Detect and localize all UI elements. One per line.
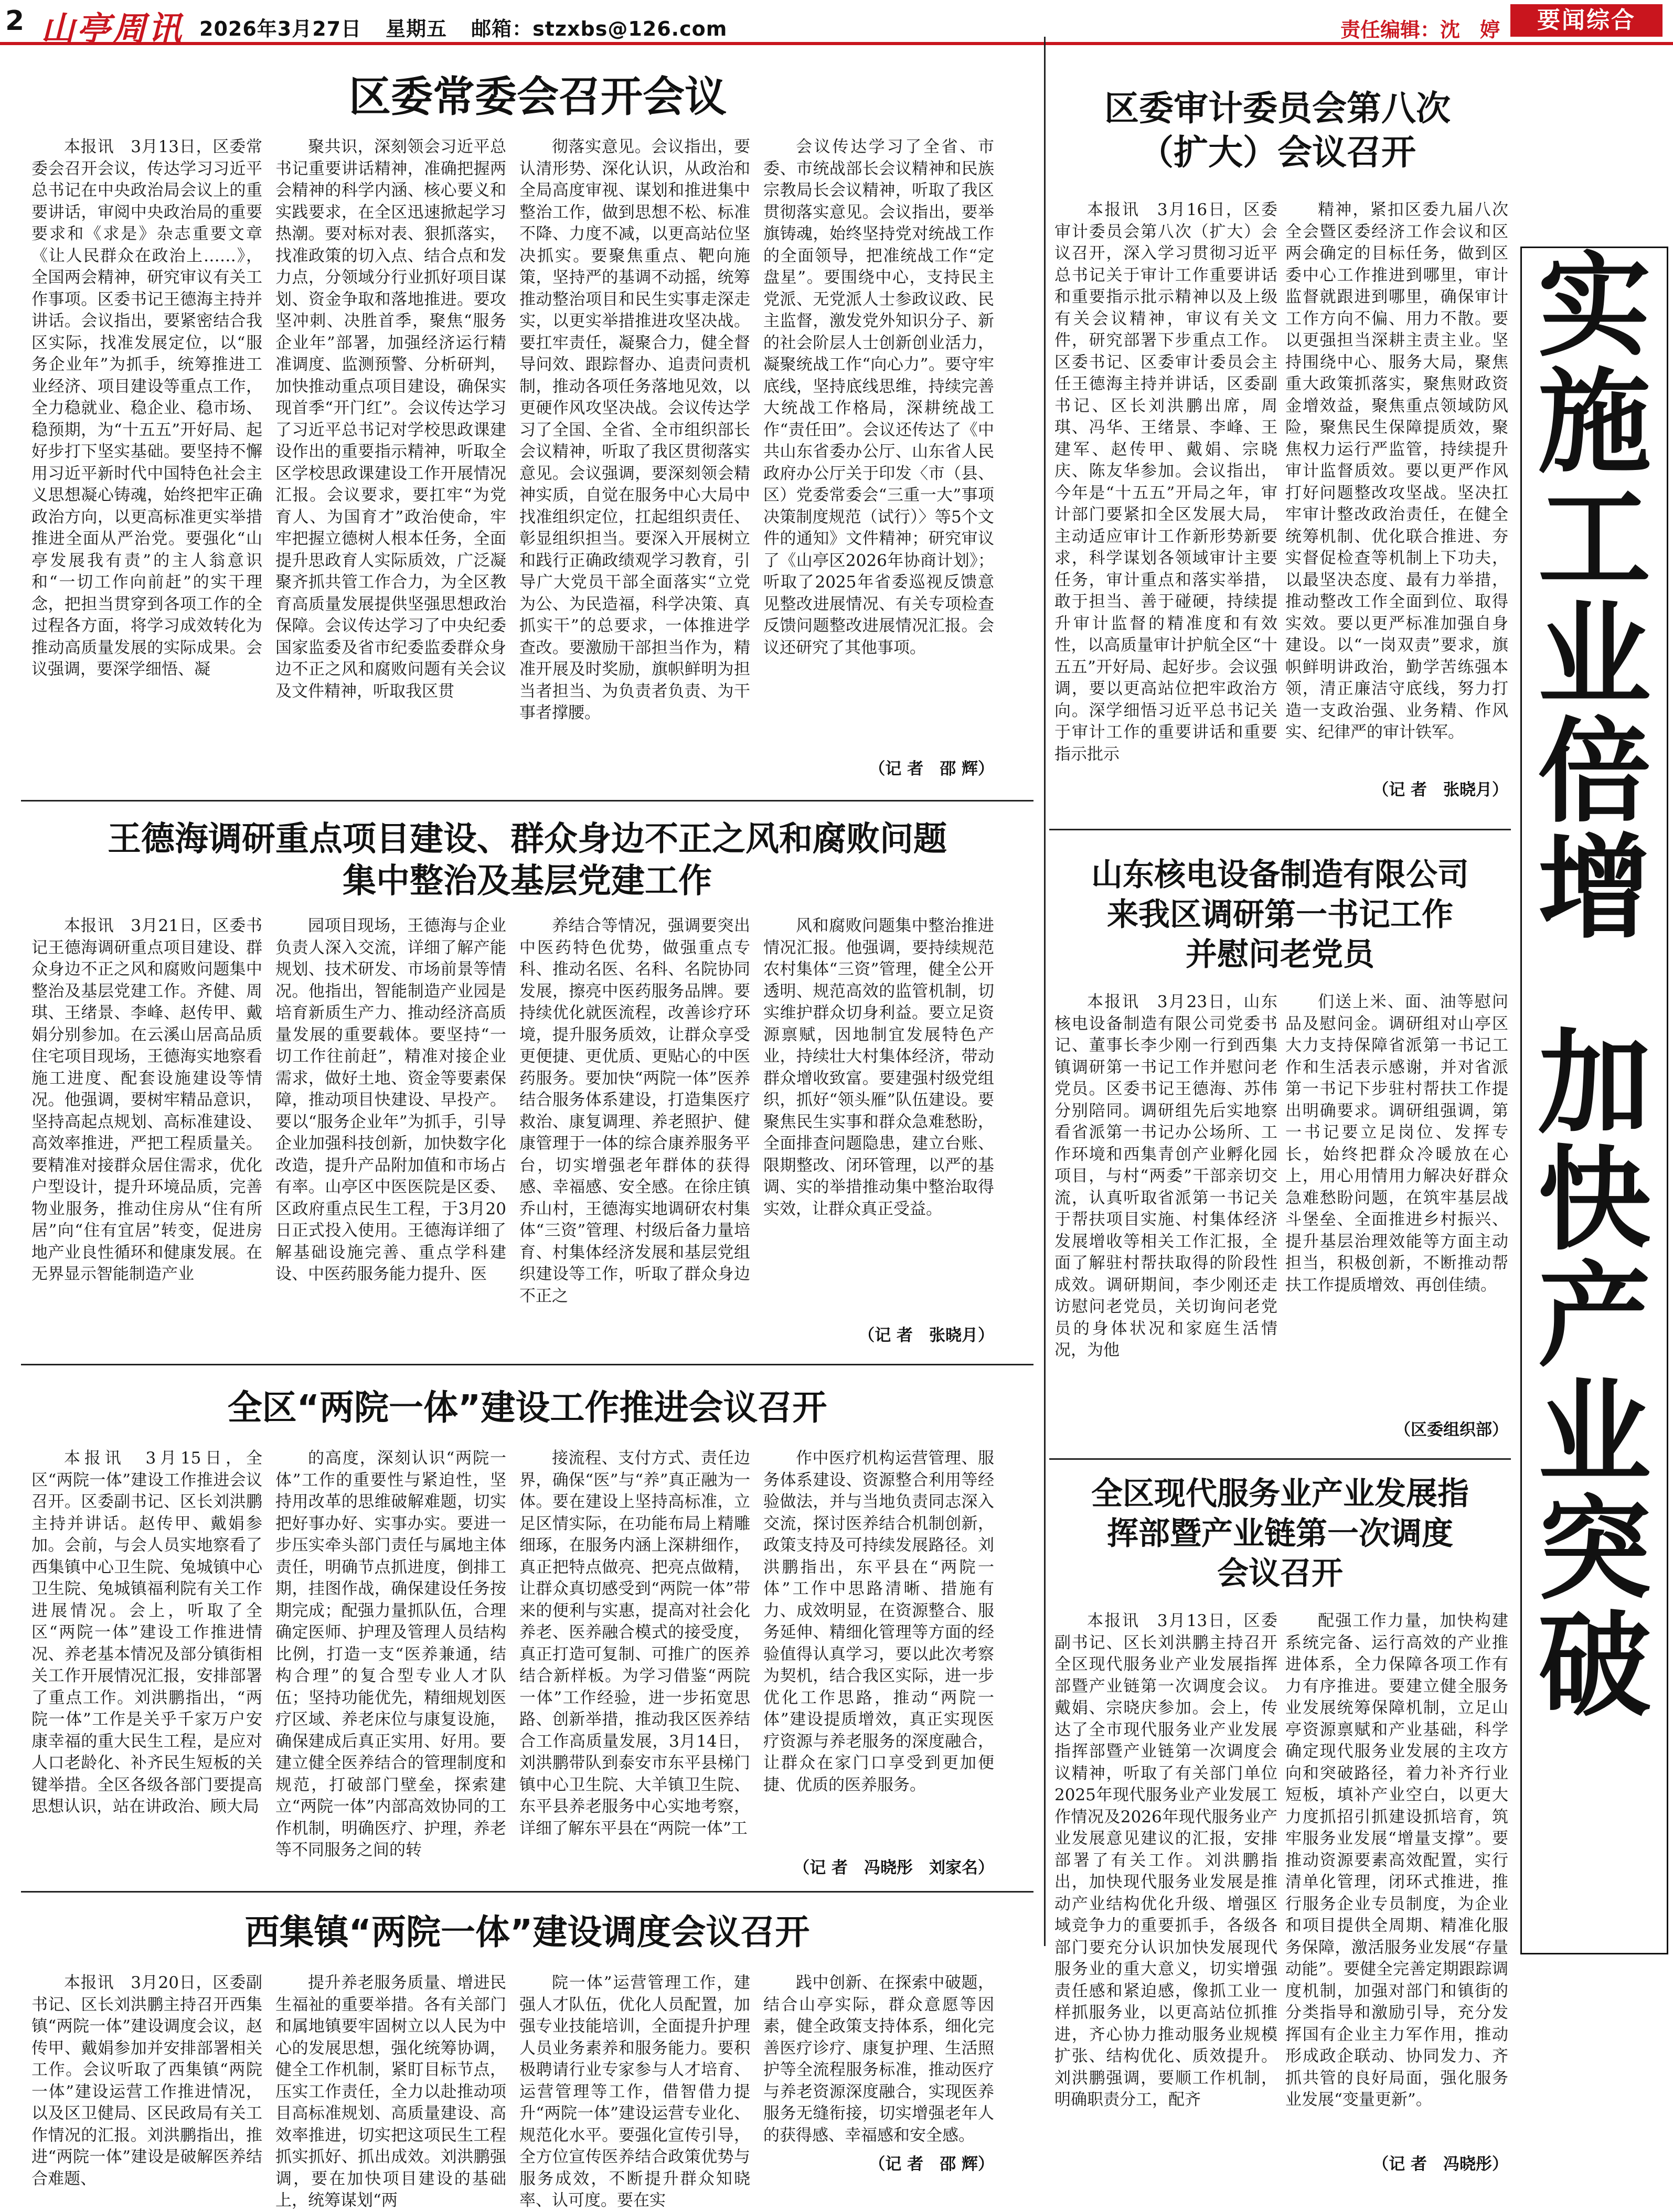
article-3-column: 风和腐败问题集中整治推进情况汇报。他强调，要持续规范农村集体“三资”管理，健全公开透明、规范高效的监管机制，切实维护群众切身利益。要立足资源禀赋，因地制宜发展特色产业，持续壮大村集体经济，带动群众增收致富。要建强村级党组织，抓好“领头雁”队伍建设。要聚焦民生实事和群众急难愁盼，全面排查问题隐患，建立台账、限期整改、闭环管理，以严的基调、实的举措推动集中整治取得实效，让群众真正受益。 (763, 916, 994, 1219)
article-5-byline: （记 者 冯晓彤 刘家名） (793, 1858, 994, 1877)
banner-char: 业 (1538, 1367, 1651, 1499)
banner-char: 快 (1538, 1134, 1651, 1266)
divider (1049, 1458, 1511, 1460)
contact-email: 邮箱：stzxbs@126.com (471, 17, 728, 40)
article-7-headline: 全区现代服务业产业发展指 挥部暨产业链第一次调度 会议召开 (1091, 1476, 1469, 1592)
article-6-byline: （记 者 邵 辉） (869, 2155, 994, 2174)
banner-char: 产 (1538, 1251, 1651, 1382)
banner-char: 加 (1538, 1018, 1651, 1149)
article-7-column: 本报讯 3月13日，区委副书记、区长刘洪鹏主持召开全区现代服务业产业发展指挥部暨产业链第一次调度会议。戴娟、宗晓庆参加。会上，传达了全市现代服务业产业发展指挥部暨产业链第一次调度会议精神，听取了有关部门单位2025年现代服务业产业发展工作情况及2026年现代服务业产业发展意见建议的汇报，安排部署了有关工作。刘洪鹏指出，加快现代服务业发展是推动产业结构优化升级、增强区域竞争力的重要抓手，各级各部门要充分认识加快发展现代服务业的重大意义，切实增强责任感和紧迫感，像抓工业一样抓服务业，以更高站位抓推进，齐心协力推动服务业规模扩张、结构优化、质效提升。刘洪鹏强调，要顺工作机制，明确职责分工，配齐 (1054, 1611, 1277, 2109)
article-5-headline: 全区“两院一体”建设工作推进会议召开 (227, 1387, 827, 1428)
article-6-column: 提升养老服务质量、增进民生福祉的重要举措。各有关部门和属地镇要牢固树立以人民为中心的发展思想，强化统筹协调，健全工作机制，紧盯目标节点，压实工作责任，全力以赴推动项目高标准规划、高质量建设、高效率推进，切实把这项民生工程抓实抓好、抓出成效。刘洪鹏强调，要在加快项目建设的基础上，统筹谋划“两 (275, 1973, 506, 2210)
banner-char: 增 (1538, 822, 1651, 954)
article-4-column: 们送上米、面、油等慰问品及慰问金。调研组对山亭区大力支持保障省派第一书记工作和生活表示感谢，并对省派第一书记下步驻村帮扶工作提出明确要求。调研组强调，第一书记要立足岗位、发挥专长，始终把群众冷暖放在心上，用心用情用力解决好群众急难愁盼问题，在筑牢基层战斗堡垒、全面推进乡村振兴、提升基层治理效能等方面主动担当，积极创新，不断推动帮扶工作提质增效、再创佳绩。 (1285, 992, 1508, 1295)
banner-char: 实 (1538, 240, 1651, 372)
responsible-editor: 责任编辑：沈 婷 (1340, 18, 1500, 41)
article-4-column: 本报讯 3月23日，山东核电设备制造有限公司党委书记、董事长李少刚一行到西集镇调研第一书记工作并慰问老党员。区委书记王德海、苏伟分别陪同。调研组先后实地察看省派第一书记办公场所、工作环境和西集青创产业孵化园项目，与村“两委”干部亲切交流，认真听取省派第一书记关于帮扶项目实施、村集体经济发展增收等相关工作汇报，全面了解驻村帮扶取得的阶段性成效。调研期间，李少刚还走访慰问老党员，关切询问老党员的身体状况和家庭生活情况，为他 (1054, 992, 1277, 1360)
article-3-column: 养结合等情况，强调要突出中医药特色优势，做强重点专科、推动名医、名科、名院协同发展，擦亮中医药服务品牌。要持续优化就医流程，改善诊疗环境，提升服务质效，让群众享受更便捷、更优质、更贴心的中医药服务。要加快“两院一体”医养结合服务体系建设，打造集医疗救治、康复调理、养老照护、健康管理于一体的综合康养服务平台，切实增强老年群体的获得感、幸福感、安全感。在徐庄镇乔山村，王德海实地调研农村集体“三资”管理、村级后备力量培育、村集体经济发展和基层党组织建设等工作，听取了群众身边不正之 (519, 916, 750, 1306)
article-5-column: 本报讯 3月15日，全区“两院一体”建设工作推进会议召开。区委副书记、区长刘洪鹏主持并讲话。赵传甲、戴娟参加。会前，与会人员实地察看了西集镇中心卫生院、兔城镇中心卫生院、兔城镇福利院有关工作进展情况。会上，听取了全区“两院一体”建设工作推进情况、养老基本情况及部分镇街相关工作开展情况汇报，安排部署了重点工作。刘洪鹏指出，“两院一体”工作是关乎千家万户安康幸福的重大民生工程，是应对人口老龄化、补齐民生短板的关键举措。全区各级各部门要提高思想认识，站在讲政治、顾大局 (31, 1449, 262, 1816)
banner-char: 突 (1538, 1483, 1651, 1615)
article-3-column: 园项目现场，王德海与企业负责人深入交流，详细了解产能规划、技术研发、市场前景等情况。他指出，智能制造产业园是培育新质生产力、推动经济高质量发展的重要载体。要坚持“一切工作往前赶”，精准对接企业需求，做好土地、资金等要素保障，推动项目快建设、早投产。要以“服务企业年”为抓手，引导企业加强科技创新，加快数字化改造，提升产品附加值和市场占有率。山亭区中医医院是区委、区政府重点民生工程，于3月20日正式投入使用。王德海详细了解基础设施完善、重点学科建设、中医药服务能力提升、医 (275, 916, 506, 1284)
section-name: 要闻综合 (1510, 4, 1663, 37)
article-3-column: 本报讯 3月21日，区委书记王德海调研重点项目建设、群众身边不正之风和腐败问题集中整治及基层党建工作。齐健、周琪、王绪景、李峰、赵传甲、戴娟分别参加。在云溪山居高品质住宅项目现场，王德海实地察看施工进度、配套设施建设等情况。他强调，要树牢精品意识，坚持高起点规划、高标准建设、高效率推进，严把工程质量关。要精准对接群众居住需求，优化户型设计，提升环境品质，完善物业服务，推动住房从“住有所居”向“住有宜居”转变，促进房地产业良性循环和健康发展。在无界显示智能制造产业 (31, 916, 262, 1284)
article-7-byline: （记 者 冯晓彤） (1372, 2155, 1508, 2174)
article-2-headline: 区委审计委员会第八次 （扩大）会议召开 (1104, 88, 1451, 173)
article-2-column: 本报讯 3月16日，区委审计委员会第八次（扩大）会议召开，深入学习贯彻习近平总书记关于审计工作重要讲话和重要指示批示精神以及上级有关会议精神，审议有关文件，研究部署下步重点工作。区委书记、区委审计委员会主任王德海主持并讲话，区委副书记、区长刘洪鹏出席，周琪、冯华、王绪景、李峰、王建军、赵传甲、戴娟、宗晓庆、陈友华参加。会议指出，今年是“十五五”开局之年，审计部门要紧扣全区发展大局，主动适应审计工作新形势新要求，科学谋划各领域审计主要任务，审计重点和落实举措，敢于担当、善于碰硬，持续提升审计监督的精准度和有效性，以高质量审计护航全区“十五五”开好局、起好步。会议强调，要以更高站位把牢政治方向。深学细悟习近平总书记关于审计工作的重要讲话和重要指示批示 (1054, 200, 1277, 764)
article-6-column: 本报讯 3月20日，区委副书记、区长刘洪鹏主持召开西集镇“两院一体”建设调度会议，赵传甲、戴娟参加并安排部署相关工作。会议听取了西集镇“两院一体”建设运营工作推进情况，以及区卫健局、区民政局有关工作情况的汇报。刘洪鹏指出，推进“两院一体”建设是破解医养结合难题、 (31, 1973, 262, 2188)
banner-char: 业 (1538, 590, 1651, 721)
banner-char: 工 (1538, 473, 1651, 605)
banner-char: 施 (1538, 357, 1651, 488)
article-1-byline: （记 者 邵 辉） (869, 760, 994, 778)
article-1-column: 会议传达学习了全省、市委、市统战部长会议精神和民族宗教局长会议精神，听取了我区贯彻落实意见。会议指出，要举旗铸魂，始终坚持党对统战工作的全面领导，把准统战工作“定盘星”。要围绕中心，支持民主党派、无党派人士参政议政、民主监督，激发党外知识分子、新的社会阶层人士创新创业活力，凝聚统战工作“向心力”。要守牢底线，坚持底线思维，持续完善大统战工作格局，深耕统战工作“责任田”。会议还传达了《中共山东省委办公厅、山东省人民政府办公厅关于印发〈市（县、区）党委常委会“三重一大”事项决策制度规范（试行）〉等5个文件的通知》文件精神；研究审议了《山亭区2026年协商计划》；听取了2025年省委巡视反馈意见整改进展情况、有关专项检查反馈问题整改进展情况汇报。会议还研究了其他事项。 (763, 137, 994, 657)
article-1-column: 聚共识，深刻领会习近平总书记重要讲话精神，准确把握两会精神的科学内涵、核心要义和实践要求，在全区迅速掀起学习热潮。要对标对表、狠抓落实，找准政策的切入点、结合点和发力点，分领域分行业抓好项目谋划、资金争取和落地推进。要攻坚冲刺、决胜首季，聚焦“服务企业年”部署，加强经济运行精准调度、监测预警、分析研判，加快推动重点项目建设，确保实现首季“开门红”。会议传达学习了习近平总书记对学校思政课建设作出的重要指示精神，听取全区学校思政课建设工作开展情况汇报。会议要求，要扛牢“为党育人、为国育才”政治使命，牢牢把握立德树人根本任务，全面提升思政育人实际质效，广泛凝聚齐抓共管工作合力，为全区教育高质量发展提供坚强思想政治保障。会议传达学习了中央纪委国家监委及省市纪委监委群众身边不正之风和腐败问题有关会议及文件精神，听取我区贯 (275, 137, 506, 701)
article-2-column: 精神，紧扣区委九届八次全会暨区委经济工作会议和区两会确定的目标任务，做到区委中心工作推进到哪里，审计监督就跟进到哪里，确保审计工作方向不偏、用力不散。要以更强担当深耕主责主业。坚持围绕中心、服务大局，聚焦重大政策抓落实，聚焦财政资金增效益，聚焦重点领域防风险，聚焦民生保障提质效，聚焦权力运行严监管，持续提升审计监督质效。要以更严作风打好问题整改攻坚战。坚决扛牢审计整改政治责任，在健全统筹机制、优化联合推进、夯实督促检查等机制上下功夫，以最坚决态度、最有力举措，推动整改工作全面到位、取得实效。要以更严标准加强自身建设。以“一岗双责”要求，旗帜鲜明讲政治，勤学苦练强本领，清正廉洁守底线，努力打造一支政治强、业务精、作风实、纪律严的审计铁军。 (1285, 200, 1508, 742)
column-divider (1044, 37, 1046, 1946)
issue-weekday: 星期五 (386, 17, 447, 40)
article-5-column: 作中医疗机构运营管理、服务体系建设、资源整合利用等经验做法，并与当地负责同志深入交流，探讨医养结合机制创新，政策支持及可持续发展路径。刘洪鹏指出，东平县在“两院一体”工作中思路清晰、措施有力、成效明显，在资源整合、服务延伸、精细化管理等方面的经验值得认真学习，要以此次考察为契机，结合我区实际，进一步优化工作思路，推动“两院一体”建设提质增效，真正实现医疗资源与养老服务的深度融合，让群众在家门口享受到更加便捷、优质的医养服务。 (763, 1449, 994, 1794)
article-5-column: 接流程、支付方式、责任边界，确保“医”与“养”真正融为一体。要在建设上坚持高标准，立足区情实际，在功能布局上精雕细琢，在服务内涵上深耕细作，真正把特点做亮、把亮点做精，让群众真切感受到“两院一体”带来的便利与实惠，提高对社会化养老、医养融合模式的接受度，真正打造可复制、可推广的医养结合新样板。为学习借鉴“两院一体”工作经验，进一步拓宽思路、创新举措，推动我区医养结合工作高质量发展，3月14日，刘洪鹏带队到泰安市东平县梯门镇中心卫生院、大羊镇卫生院、东平县养老服务中心实地考察，详细了解东平县在“两院一体”工 (519, 1449, 750, 1838)
article-6-column: 院一体”运营管理工作，建强人才队伍，优化人员配置，加强专业技能培训，全面提升护理人员业务素养和服务能力。要积极聘请行业专家参与人才培育、运营管理等工作，借智借力提升“两院一体”建设运营专业化、规范化水平。要强化宣传引导，全方位宣传医养结合政策优势与服务成效，不断提升群众知晓率、认可度。要在实 (519, 1973, 750, 2210)
page-number: 2 (5, 5, 25, 37)
banner-char: 破 (1538, 1600, 1651, 1732)
banner-char: 倍 (1538, 706, 1651, 838)
article-1-column: 本报讯 3月13日，区委常委会召开会议，传达学习习近平总书记在中央政治局会议上的重要讲话，审阅中央政治局的重要要求和《求是》杂志重要文章《让人民群众在政治上……》，全国两会精神，研究审议有关工作事项。区委书记王德海主持并讲话。会议指出，要紧密结合我区实际，找准发展定位，以“服务企业年”为抓手，统筹推进工业经济、项目建设等重点工作，全力稳就业、稳企业、稳市场、稳预期，为“十五五”开好局、起好步打下坚实基础。要坚持不懈用习近平新时代中国特色社会主义思想凝心铸魂，始终把牢正确政治方向，以更高标准更实举措推进全面从严治党。要强化“山亭发展我有责”的主人翁意识和“一切工作向前赶”的实干理念，把担当贯穿到各项工作的全过程各方面，将学习成效转化为推动高质量发展的实际成果。会议强调，要深学细悟、凝 (31, 137, 262, 679)
newspaper-logo: 山亭周讯 (41, 9, 184, 49)
article-4-headline: 山东核电设备制造有限公司 来我区调研第一书记工作 并慰问老党员 (1091, 857, 1469, 973)
divider (21, 800, 1033, 802)
article-7-column: 配强工作力量，加快构建系统完备、运行高效的产业推进体系，全力保障各项工作有力有序推进。要建立健全服务业发展统筹保障机制，立足山亭资源禀赋和产业基础，科学确定现代服务业发展的主攻方向和突破路径，着力补齐行业短板，填补产业空白，以更大力度抓招引抓建设抓培育，筑牢服务业发展“增量支撑”。要推动资源要素高效配置，实行清单化管理，闭环式推进，推行服务企业专员制度，为企业和项目提供全周期、精准化服务保障，激活服务业发展“存量动能”。要健全完善定期跟踪调度机制，加强对部门和镇街的分类指导和激励引导，充分发挥国有企业主力军作用，推动形成政企联动、协同发力、齐抓共管的良好局面，强化服务业发展“变量更新”。 (1285, 1611, 1508, 2109)
article-1-headline: 区委常委会召开会议 (349, 72, 727, 121)
divider (21, 1364, 1033, 1365)
issue-date: 2026年3月27日 (199, 17, 362, 40)
article-4-byline: （区委组织部） (1394, 1420, 1508, 1439)
article-3-headline: 王德海调研重点项目建设、群众身边不正之风和腐败问题 集中整治及基层党建工作 (108, 820, 947, 901)
article-6-headline: 西集镇“两院一体”建设调度会议召开 (244, 1912, 810, 1952)
masthead-info (199, 13, 751, 41)
vertical-slogan-banner (1520, 240, 1668, 1954)
article-5-column: 的高度，深刻认识“两院一体”工作的重要性与紧迫性，坚持用改革的思维破解难题，切实把好事办好、实事办实。要进一步压实牵头部门责任与属地主体责任，明确节点抓进度，倒排工期，挂图作战，确保建设任务按期完成；配强力量抓队伍，合理确定医师、护理及管理人员结构比例，打造一支“医养兼通，结构合理”的复合型专业人才队伍；坚持功能优先，精细规划医疗区域、养老床位与康复设施，确保建成后真正实用、好用。要建立健全医养结合的管理制度和规范，打破部门壁垒，探索建立“两院一体”内部高效协同的工作机制，明确医疗、护理，养老等不同服务之间的转 (275, 1449, 506, 1860)
divider (21, 1891, 1033, 1893)
article-6-column: 践中创新、在探索中破题，结合山亭实际，群众意愿等因素，健全政策支持体系，细化完善医疗诊疗、康复护理、生活照护等全流程服务标准，推动医疗与养老资源深度融合，实现医养服务无缝衔接，切实增强老年人的获得感、幸福感和安全感。 (763, 1973, 994, 2145)
article-2-byline: （记 者 张晓月） (1372, 781, 1508, 799)
article-3-byline: （记 者 张晓月） (858, 1326, 994, 1345)
divider (1049, 829, 1511, 830)
article-1-column: 彻落实意见。会议指出，要认清形势、深化认识，从政治和全局高度审视、谋划和推进集中整治工作，做到思想不松、标准不降、力度不减，以更高站位坚决抓实。要聚焦重点、靶向施策，坚持严的基调不动摇，统筹推动整治项目和民生实事走深走实，以更实举措推进攻坚决战。要扛牢责任，凝聚合力，健全督导问效、跟踪督办、追责问责机制，推动各项任务落地见效，以更硬作风攻坚决战。会议传达学习了全国、全省、全市组织部长会议精神，听取了我区贯彻落实意见。会议强调，要深刻领会精神实质，自觉在服务中心大局中找准组织定位，扛起组织责任、彰显组织担当。要深入开展树立和践行正确政绩观学习教育，引导广大党员干部全面落实“立党为公、为民造福，科学决策、真抓实干”的总要求，一体推进学查改。要激励干部担当作为，精准开展及时奖励，旗帜鲜明为担当者担当、为负责者负责、为干事者撑腰。 (519, 137, 750, 722)
